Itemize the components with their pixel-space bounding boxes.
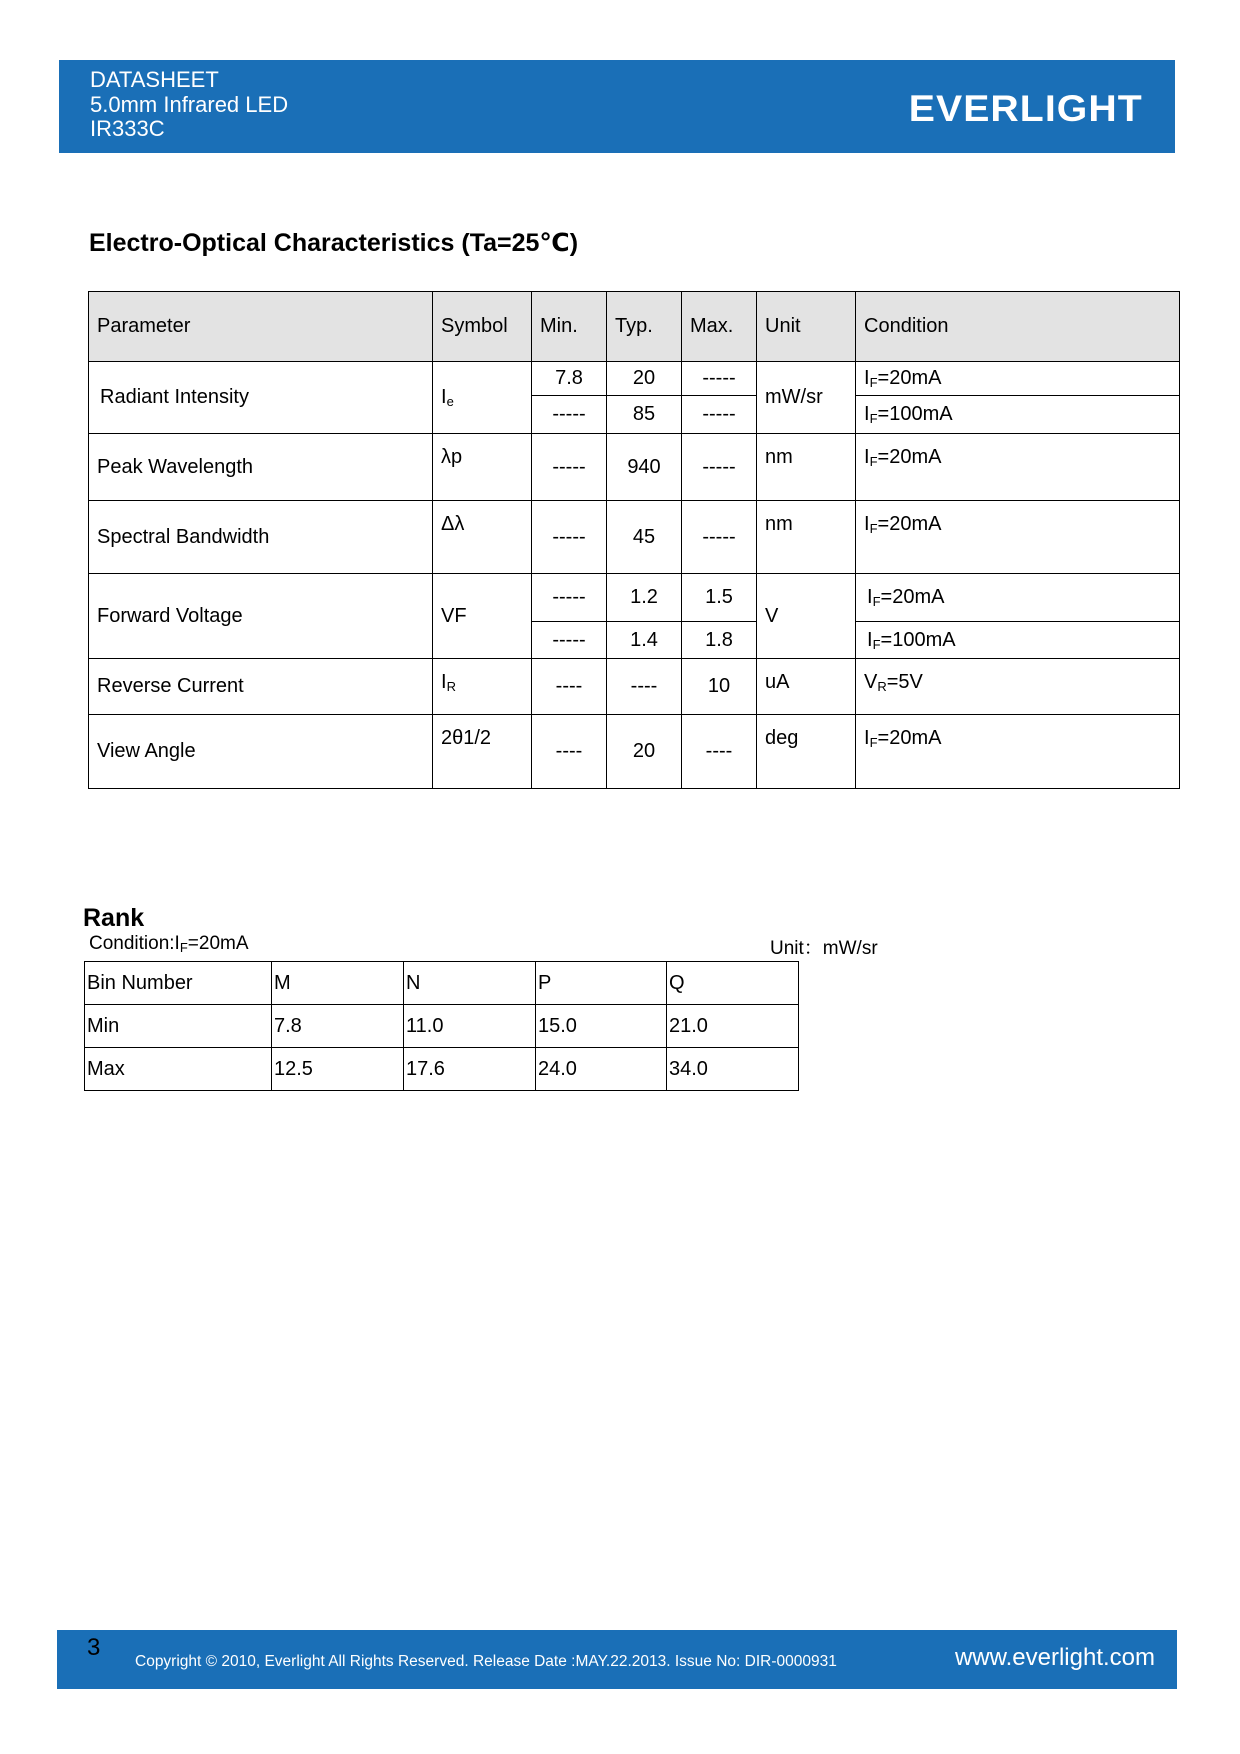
- radiant-min-1: 7.8: [532, 362, 607, 396]
- rank-condition: $Condition:I_F=20mA$: [89, 933, 249, 955]
- footer-banner: [57, 1630, 1177, 1689]
- radiant-unit: mW/sr: [757, 362, 856, 434]
- peak-max: -----: [682, 434, 757, 501]
- header-condition: Condition: [856, 292, 1180, 362]
- reverse-condition: $V_R=5V$: [856, 659, 1180, 715]
- rank-table: [84, 961, 799, 1091]
- rank-max-label: Max: [85, 1048, 272, 1091]
- table-row: [85, 1048, 799, 1091]
- spectral-unit: nm: [757, 501, 856, 574]
- radiant-condition-1: $I_F=20mA$: [856, 362, 1180, 396]
- radiant-max-2: -----: [682, 396, 757, 434]
- view-min: ----: [532, 715, 607, 789]
- symbol-reverse-current: $I_R$: [433, 659, 532, 715]
- header-min: Min.: [532, 292, 607, 362]
- forward-max-2: 1.8: [682, 622, 757, 659]
- param-radiant-intensity: Radiant Intensity: [89, 362, 433, 434]
- radiant-typ-2: 85: [607, 396, 682, 434]
- rank-max-m: 12.5: [272, 1048, 404, 1091]
- rank-title: Rank: [83, 904, 145, 932]
- param-reverse-current: Reverse Current: [89, 659, 433, 715]
- doc-type: DATASHEET: [90, 67, 219, 92]
- rank-min-m: 7.8: [272, 1005, 404, 1048]
- forward-typ-2: 1.4: [607, 622, 682, 659]
- radiant-condition-2: $I_F=100mA$: [856, 396, 1180, 434]
- header-text: [90, 68, 288, 142]
- view-typ: 20: [607, 715, 682, 789]
- peak-min: -----: [532, 434, 607, 501]
- reverse-unit: uA: [757, 659, 856, 715]
- table-row: [85, 1005, 799, 1048]
- forward-min-1: -----: [532, 574, 607, 622]
- peak-typ: 940: [607, 434, 682, 501]
- radiant-typ-1: 20: [607, 362, 682, 396]
- param-peak-wavelength: Peak Wavelength: [89, 434, 433, 501]
- forward-unit: V: [757, 574, 856, 659]
- rank-min-q: 21.0: [667, 1005, 799, 1048]
- rank-header-bin: Bin Number: [85, 962, 272, 1005]
- radiant-min-2: -----: [532, 396, 607, 434]
- view-unit: deg: [757, 715, 856, 789]
- param-view-angle: View Angle: [89, 715, 433, 789]
- peak-unit: nm: [757, 434, 856, 501]
- symbol-spectral-bandwidth: Δλ: [433, 501, 532, 574]
- forward-min-2: -----: [532, 622, 607, 659]
- rank-max-p: 24.0: [536, 1048, 667, 1091]
- table-row: [89, 715, 1180, 789]
- rank-header-p: P: [536, 962, 667, 1005]
- table-row: [89, 659, 1180, 715]
- spectral-max: -----: [682, 501, 757, 574]
- table-header-row: [89, 292, 1180, 362]
- header-symbol: Symbol: [433, 292, 532, 362]
- param-spectral-bandwidth: Spectral Bandwidth: [89, 501, 433, 574]
- header-max: Max.: [682, 292, 757, 362]
- rank-min-n: 11.0: [404, 1005, 536, 1048]
- everlight-logo: EVERLIGHT: [909, 88, 1143, 129]
- rank-unit: Unit：mW/sr: [770, 938, 878, 959]
- table-row: [89, 574, 1180, 622]
- symbol-forward-voltage: VF: [433, 574, 532, 659]
- table-row: [89, 362, 1180, 396]
- header-unit: Unit: [757, 292, 856, 362]
- param-forward-voltage: Forward Voltage: [89, 574, 433, 659]
- symbol-radiant-intensity: $I_e$: [433, 362, 532, 434]
- spectral-min: -----: [532, 501, 607, 574]
- rank-min-label: Min: [85, 1005, 272, 1048]
- reverse-max: 10: [682, 659, 757, 715]
- forward-max-1: 1.5: [682, 574, 757, 622]
- header-banner: [59, 60, 1175, 153]
- spectral-typ: 45: [607, 501, 682, 574]
- electro-optical-table: [88, 291, 1180, 789]
- product-description: 5.0mm Infrared LED: [90, 91, 289, 117]
- eo-section-title: Electro-Optical Characteristics (Ta=25℃): [89, 229, 579, 257]
- table-row: [89, 434, 1180, 501]
- table-row: [85, 962, 799, 1005]
- rank-header-q: Q: [667, 962, 799, 1005]
- symbol-peak-wavelength: λp: [433, 434, 532, 501]
- rank-max-n: 17.6: [404, 1048, 536, 1091]
- radiant-max-1: -----: [682, 362, 757, 396]
- table-row: [89, 501, 1180, 574]
- view-max: ----: [682, 715, 757, 789]
- header-parameter: Parameter: [89, 292, 433, 362]
- view-condition: $I_F=20mA$: [856, 715, 1180, 789]
- peak-condition: $I_F=20mA$: [856, 434, 1180, 501]
- rank-header-m: M: [272, 962, 404, 1005]
- reverse-typ: ----: [607, 659, 682, 715]
- page-number: 3: [87, 1634, 101, 1661]
- reverse-min: ----: [532, 659, 607, 715]
- website-link[interactable]: www.everlight.com: [954, 1644, 1155, 1671]
- forward-condition-1: $I_F=20mA$: [856, 574, 1180, 622]
- rank-header-n: N: [404, 962, 536, 1005]
- forward-condition-2: $I_F=100mA$: [856, 622, 1180, 659]
- symbol-view-angle: 2θ1/2: [433, 715, 532, 789]
- spectral-condition: $I_F=20mA$: [856, 501, 1180, 574]
- forward-typ-1: 1.2: [607, 574, 682, 622]
- header-typ: Typ.: [607, 292, 682, 362]
- rank-max-q: 34.0: [667, 1048, 799, 1091]
- part-number: IR333C: [90, 116, 165, 141]
- rank-min-p: 15.0: [536, 1005, 667, 1048]
- copyright-text: Copyright © 2010, Everlight All Rights Reserved. Release Date :MAY.22.2013. Issue No: DIR-0000931: [135, 1653, 837, 1670]
